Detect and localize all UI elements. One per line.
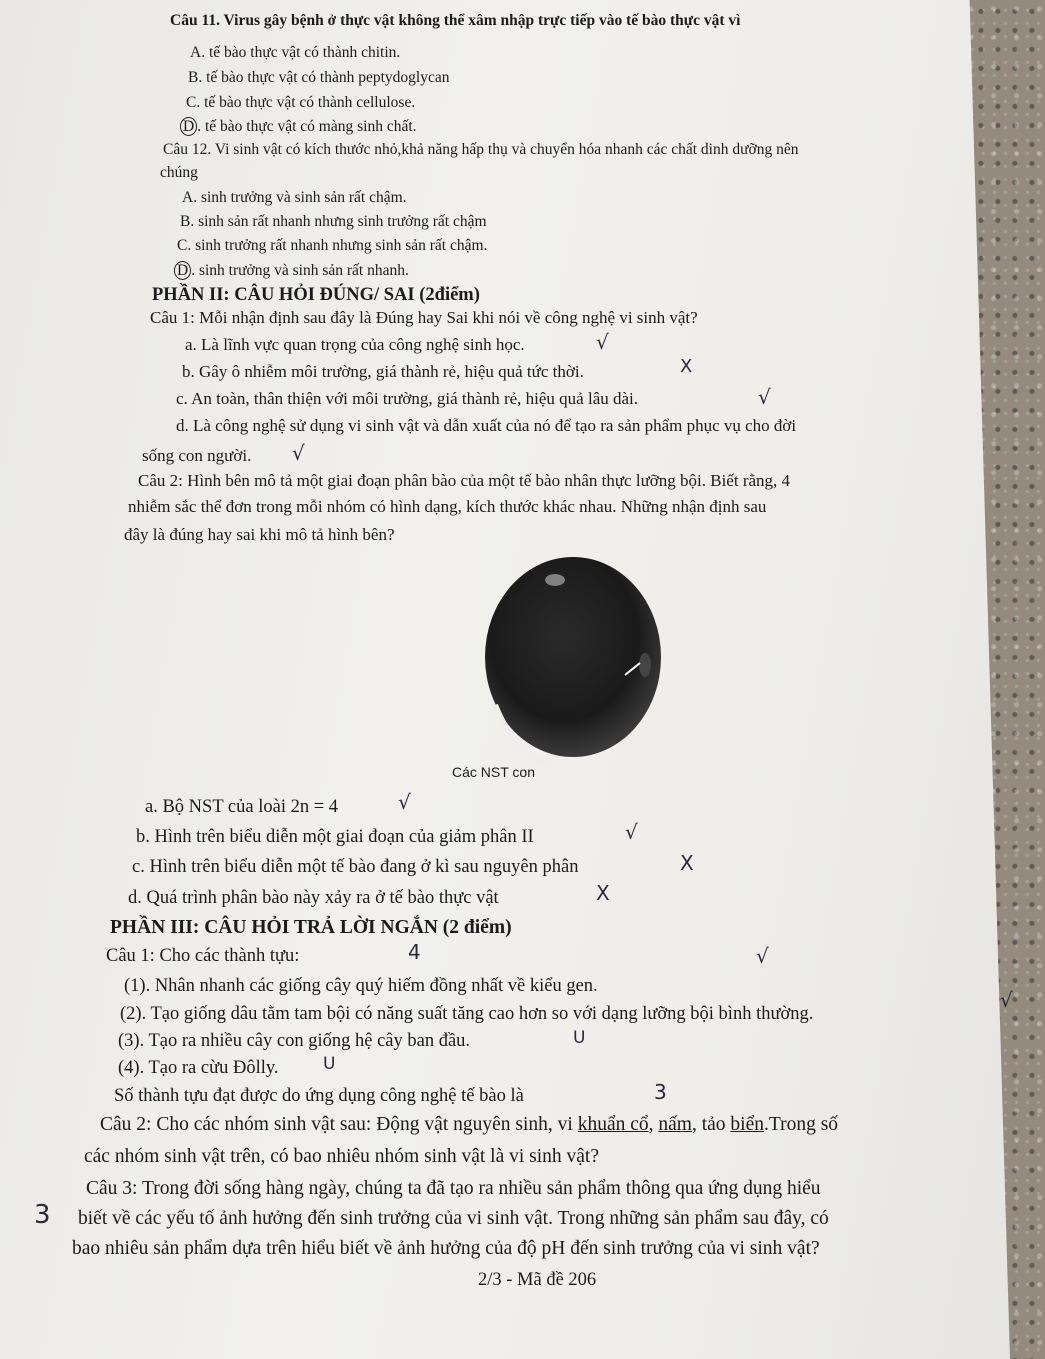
part2-q2-a: a. Bộ NST của loài 2n = 4	[145, 797, 339, 817]
handwritten-check-mark: √	[756, 944, 769, 968]
figure-caption: Các NST con	[452, 764, 535, 780]
handwritten-cross-mark: X	[680, 356, 693, 377]
q12-option-c: C. sinh trưởng rất nhanh nhưng sinh sản rất chậm.	[177, 237, 488, 254]
handwritten-check-mark: √	[398, 790, 411, 814]
handwritten-check-mark: √	[758, 385, 771, 409]
part3-q3-line2: biết về các yếu tố ảnh hưởng đến sinh trưởng của vi sinh vật. Trong những sản phẩm sau đây, có	[78, 1208, 829, 1229]
part3-q2-line1: Câu 2: Cho các nhóm sinh vật sau: Động vật nguyên sinh, vi khuẩn cổ, nấm, tảo biển.Trong số	[100, 1114, 839, 1135]
part3-q1-item4: (4). Tạo ra cừu Đôlly.	[118, 1058, 279, 1078]
part2-q1-b: b. Gây ô nhiễm môi trường, giá thành rẻ, hiệu quả tức thời.	[182, 362, 584, 381]
handwritten-check-mark: √	[292, 441, 305, 465]
handwritten-u-mark: U	[323, 1054, 336, 1074]
handwritten-check-mark: √	[625, 820, 638, 844]
q11-option-a: A. tế bào thực vật có thành chitin.	[190, 44, 401, 61]
part2-q1-c: c. An toàn, thân thiện với môi trường, giá thành rẻ, hiệu quả lâu dài.	[176, 389, 639, 408]
part2-q2-b: b. Hình trên biểu diễn một giai đoạn của giảm phân II	[136, 827, 534, 847]
part2-q2-stem-line3: đây là đúng hay sai khi mô tả hình bên?	[124, 525, 395, 544]
part2-title: PHẦN II: CÂU HỎI ĐÚNG/ SAI (2điểm)	[152, 285, 480, 305]
handwritten-cross-mark: X	[680, 851, 694, 875]
part2-q1-a: a. Là lĩnh vực quan trọng của công nghệ sinh học.	[185, 335, 525, 354]
part3-q2-line2: các nhóm sinh vật trên, có bao nhiêu nhóm sinh vật là vi sinh vật?	[84, 1146, 600, 1167]
part3-q1-item2: (2). Tạo giống dâu tằm tam bội có năng suất tăng cao hơn so với dạng lưỡng bội bình thường.	[120, 1004, 814, 1024]
q11-stem: Câu 11. Virus gây bệnh ở thực vật không thể xâm nhập trực tiếp vào tế bào thực vật vì	[170, 12, 741, 29]
handwritten-mark: √	[1000, 988, 1013, 1012]
q12-stem-line1: Câu 12. Vi sinh vật có kích thước nhỏ,khả năng hấp thụ và chuyển hóa nhanh các chất dinh dưỡng nên	[163, 141, 799, 158]
handwritten-u-mark: U	[573, 1028, 586, 1048]
handwritten-check-mark: √	[596, 330, 609, 354]
part2-q2-stem-line2: nhiễm sắc thể đơn trong mỗi nhóm có hình dạng, kích thước khác nhau. Những nhận định sau	[128, 497, 767, 516]
q12-option-a: A. sinh trưởng và sinh sản rất chậm.	[182, 189, 407, 206]
handwritten-answer-three: 3	[654, 1080, 667, 1104]
part3-q3-line3: bao nhiêu sản phẩm dựa trên hiểu biết về ảnh hưởng của độ pH đến sinh trưởng của vi sinh vật?	[72, 1238, 820, 1259]
part2-q1-d-line2: sống con người.	[142, 446, 252, 465]
q11-option-b: B. tế bào thực vật có thành peptydoglycan	[188, 69, 450, 86]
circled-answer-d: D	[174, 261, 191, 280]
cell-division-figure	[475, 555, 665, 770]
q12-option-d: D . sinh trưởng và sinh sản rất nhanh.	[174, 262, 409, 279]
q12-stem-line2: chúng	[160, 164, 198, 181]
part3-q1-question: Số thành tựu đạt được do ứng dụng công nghệ tế bào là	[114, 1086, 524, 1106]
part3-q3-line1: Câu 3: Trong đời sống hàng ngày, chúng ta đã tạo ra nhiều sản phẩm thông qua ứng dụng hiểu	[86, 1178, 821, 1199]
part2-q2-d: d. Quá trình phân bào này xảy ra ở tế bào thực vật	[128, 888, 499, 908]
q11-option-c: C. tế bào thực vật có thành cellulose.	[186, 94, 416, 111]
handwritten-cross-mark: X	[596, 881, 610, 905]
handwritten-answer-four: 4	[408, 940, 421, 964]
page-footer: 2/3 - Mã đề 206	[478, 1270, 597, 1290]
part3-q1-item1: (1). Nhân nhanh các giống cây quý hiếm đồng nhất về kiểu gen.	[124, 976, 598, 996]
q12-option-b: B. sinh sản rất nhanh nhưng sinh trưởng rất chậm	[180, 213, 487, 230]
handwritten-answer-three: 3	[34, 1200, 51, 1230]
q11-option-d: D . tế bào thực vật có màng sinh chất.	[180, 118, 417, 135]
part3-title: PHẦN III: CÂU HỎI TRẢ LỜI NGẮN (2 điểm)	[110, 917, 512, 938]
part3-q1-stem: Câu 1: Cho các thành tựu:	[106, 946, 300, 966]
part2-q2-c: c. Hình trên biểu diễn một tế bào đang ở kì sau nguyên phân	[132, 857, 579, 877]
circled-answer-d: D	[180, 117, 197, 136]
part2-q1-stem: Câu 1: Mỗi nhận định sau đây là Đúng hay Sai khi nói về công nghệ vi sinh vật?	[150, 308, 698, 327]
part2-q2-stem-line1: Câu 2: Hình bên mô tả một giai đoạn phân bào của một tế bào nhân thực lưỡng bội. Biết rằng, 4	[138, 471, 791, 490]
part3-q1-item3: (3). Tạo ra nhiều cây con giống hệ cây ban đầu.	[118, 1031, 471, 1051]
part2-q1-d-line1: d. Là công nghệ sử dụng vi sinh vật và dẫn xuất của nó để tạo ra sản phẩm phục vụ cho đời	[176, 416, 797, 435]
